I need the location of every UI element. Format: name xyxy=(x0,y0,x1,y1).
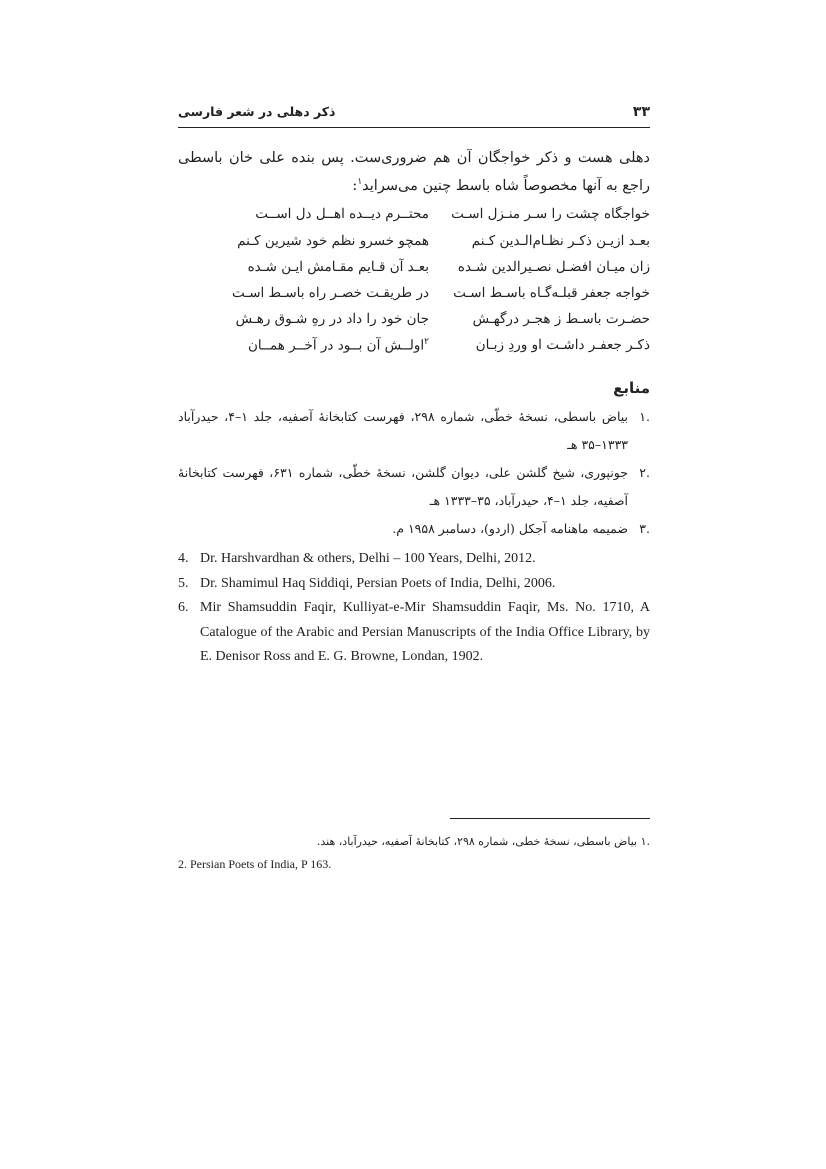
reference-number: 6. xyxy=(178,600,189,615)
reference-item xyxy=(178,547,650,572)
hemistich-2-text: اولــش آن بــود در آخــر همــان xyxy=(248,337,425,354)
footnote-rule xyxy=(450,818,650,819)
header-rule xyxy=(178,127,650,128)
hemistich-2: بعـد آن قـایم مقـامش ایـن شـده xyxy=(247,259,429,275)
reference-line: ۱۳۳۳–۳۵ هـ xyxy=(567,437,628,452)
reference-number: .۲ xyxy=(639,465,650,480)
footnote-marker-2: ۲ xyxy=(424,337,429,347)
hemistich-2: در طریقـت خصـر راه باسـط اسـت xyxy=(231,285,429,301)
reference-number: 4. xyxy=(178,551,189,566)
reference-number: .۳ xyxy=(639,521,650,536)
verse xyxy=(178,337,650,361)
reference-item xyxy=(178,403,650,459)
sources-heading: منابع xyxy=(613,379,650,397)
intro-line-2 xyxy=(178,177,650,194)
hemistich-1: زان میـان افضـل نصـیرالدین شـده xyxy=(457,259,650,275)
reference-text: Mir Shamsuddin Faqir, Kulliyat-e-Mir Shamsuddin Faqir, Ms. No. 1710, A Catalogue of the Arabic and Persian Manuscripts of the India Office Library, by E. Denisor Ross and E. G. Browne, Londan, 1902. xyxy=(200,600,650,664)
verse xyxy=(178,311,650,335)
intro-colon: : xyxy=(352,177,358,194)
verse xyxy=(178,285,650,309)
reference-item xyxy=(178,572,650,597)
verse xyxy=(178,259,650,283)
footnote-marker-1: ۱ xyxy=(357,177,363,187)
running-header xyxy=(178,104,650,126)
hemistich-1: ذکـر جعفـر داشـت او وردِ زبـان xyxy=(475,337,650,353)
hemistich-2: محتــرم دیــده اهــل دل اســت xyxy=(255,206,429,222)
hemistich-2: جان خود را داد در رهِ شـوق رهـش xyxy=(235,311,429,327)
reference-text: Dr. Shamimul Haq Siddiqi, Persian Poets of India, Delhi, 2006. xyxy=(200,576,556,591)
reference-line: بیاض باسطی، نسخهٔ خطّی، شماره ۲۹۸، فهرست کتابخانهٔ آصفیه، جلد ۱–۴، حیدرآباد xyxy=(178,409,629,424)
hemistich-1: حضـرت باسـط ز هجـر درگهـش xyxy=(472,311,650,327)
reference-text: Dr. Harshvardhan & others, Delhi – 100 Years, Delhi, 2012. xyxy=(200,551,536,566)
intro-line-2-text: راجع به آنها مخصوصاً شاه باسط چنین می‌سراید xyxy=(362,177,650,194)
reference-item xyxy=(178,515,650,543)
reference-number: .۱ xyxy=(639,409,650,424)
reference-number: 5. xyxy=(178,576,189,591)
reference-line: جونپوری، شیخ گلشن علی، دیوان گلشن، نسخهٔ خطّی، شماره ۶۳۱، فهرست کتابخانهٔ xyxy=(178,465,628,480)
verse xyxy=(178,206,650,230)
hemistich-1: خواجه جعفر قبلـه‌گـاه باسـط اسـت xyxy=(453,285,650,301)
hemistich-2: همچو خسرو نظم خود شیرین کـنم xyxy=(237,233,429,249)
page-number: ۳۳ xyxy=(632,104,650,120)
hemistich-2 xyxy=(224,337,429,354)
reference-line: ضمیمه ماهنامه آجکل (اردو)، دسامبر ۱۹۵۸ م. xyxy=(392,521,628,536)
hemistich-1: بعـد ازیـن ذکـر نظـام‌الـدین کـنم xyxy=(471,233,650,249)
reference-item xyxy=(178,459,650,515)
verse xyxy=(178,233,650,257)
reference-line: آصفیه، جلد ۱–۴، حیدرآباد، ۳۵–۱۳۳۳ هـ xyxy=(429,493,628,508)
intro-line-1: دهلی هست و ذکر خواجگان آن هم ضروری‌ست. پس بنده علی خان باسطی xyxy=(178,150,650,166)
hemistich-1: خواجگاه چشت را سـر منـزل اسـت xyxy=(451,206,650,222)
footnote-2: 2. Persian Poets of India, P 163. xyxy=(178,857,332,871)
footnote-1: .۱ بیاض باسطی، نسخهٔ خطی، شماره ۲۹۸، کتابخانهٔ آصفیه، حیدرآباد، هند. xyxy=(316,835,650,848)
reference-item xyxy=(178,596,650,670)
running-title: ذکر دهلی در شعر فارسی xyxy=(178,104,336,119)
